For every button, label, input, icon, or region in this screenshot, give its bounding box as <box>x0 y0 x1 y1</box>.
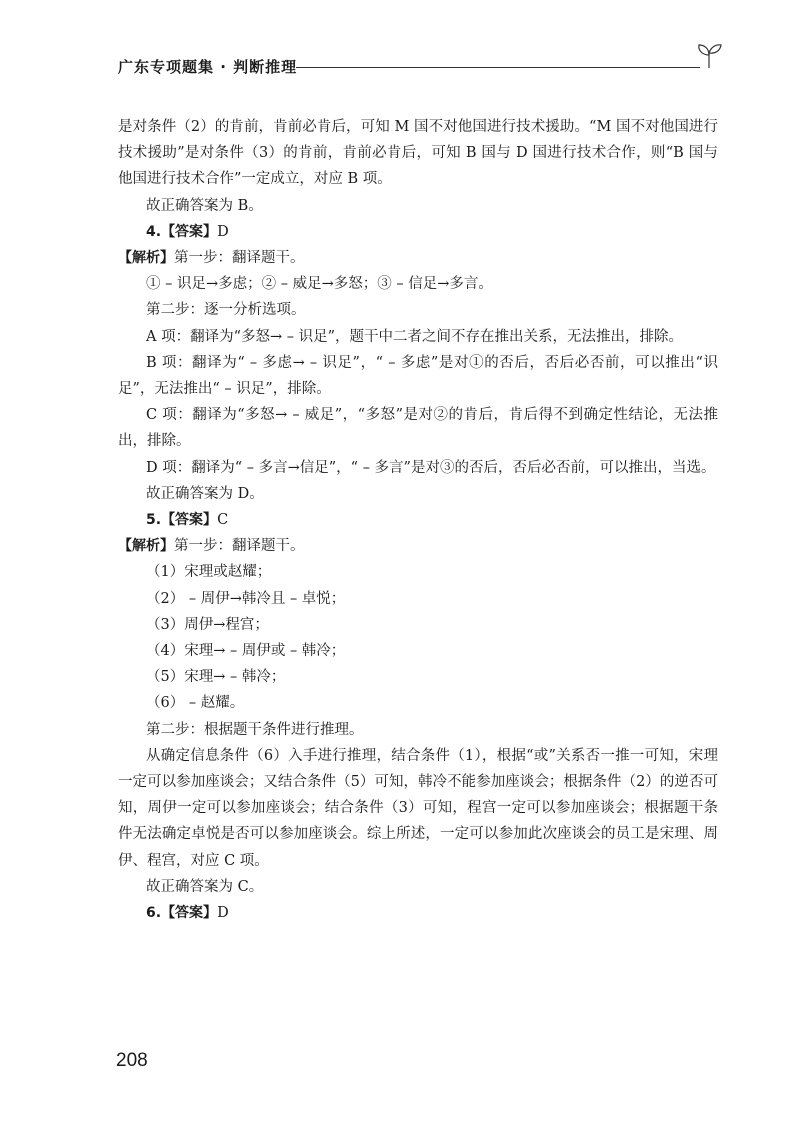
question-number: 5. <box>146 512 162 529</box>
condition-line: （6） – 赵耀。 <box>146 695 245 712</box>
step-text: 第一步：翻译题干。 <box>174 250 305 267</box>
question-number: 6. <box>146 905 162 922</box>
sprout-icon <box>694 40 724 70</box>
running-header <box>118 56 718 80</box>
reasoning-paragraph: 从确定信息条件（6）入手进行推理，结合条件（1），根据“或”关系否一推一可知，宋理一定可以参加座谈会；又结合条件（5）可知，韩冷不能参加座谈会；根据条件（2）的逆否可知，周伊一定可以参加座谈会；结合条件（3）可知，程宫一定可以参加座谈会；根据题干条件无法确定卓悦是否可以参加座谈会。综上所述，一定可以参加此次座谈会的员工是宋理、周伊、程宫，对应 C 项。 <box>118 747 718 869</box>
step-text: 第一步：翻译题干。 <box>174 538 305 555</box>
option-d-analysis: D 项：翻译为“ – 多言→信足”，“ – 多言”是对③的否后，否后必否前，可以推出，当选。 <box>146 459 716 476</box>
answer-value: C <box>217 512 229 529</box>
question-6-answer <box>118 900 718 926</box>
condition-line: （5）宋理→ – 韩冷； <box>146 669 286 686</box>
header-title: 广东专项题集 · 判断推理 <box>118 58 298 76</box>
step-heading: 第二步：逐一分析选项。 <box>146 302 306 319</box>
option-a-analysis: A 项：翻译为“多怒→ – 识足”，题干中二者之间不存在推出关系，无法推出，排除。 <box>146 328 684 345</box>
question-4-answer <box>118 219 718 245</box>
analysis-label: 【解析】 <box>118 250 174 267</box>
question-4-analysis <box>118 245 718 271</box>
answer-label: 【答案】 <box>161 905 218 922</box>
answer-value: D <box>217 223 229 240</box>
answer-conclusion: 故正确答案为 D。 <box>146 485 264 502</box>
option-b-analysis: B 项：翻译为“ – 多虑→ – 识足”，“ – 多虑”是对①的否后，否后必否前，可以推出“识足”，无法推出“ – 识足”，排除。 <box>118 354 718 398</box>
paragraph: 是对条件（2）的肯前，肯前必肯后，可知 M 国不对他国进行技术援助。“M 国不对他国进行技术援助”是对条件（3）的肯前，肯前必肯后，可知 B 国与 D 国进行技术合作，则“B 国与他国进行技术合作”一定成立，对应 B 项。 <box>118 119 718 188</box>
option-c-analysis: C 项：翻译为“多怒→ – 威足”，“多怒”是对②的肯后，肯后得不到确定性结论，无法推出，排除。 <box>118 407 718 450</box>
answer-conclusion: 故正确答案为 B。 <box>146 197 263 214</box>
step-heading: 第二步：根据题干条件进行推理。 <box>146 721 364 738</box>
answer-label: 【答案】 <box>161 223 218 240</box>
condition-line: （4）宋理→ – 周伊或 – 韩冷； <box>146 643 346 660</box>
condition-line: （3）周伊→程宫； <box>146 616 269 633</box>
translation-line: ① – 识足→多虑；② – 威足→多怒；③ – 信足→多言。 <box>146 276 493 293</box>
condition-line: （2） – 周伊→韩冷且 – 卓悦； <box>146 590 346 607</box>
page-number: 208 <box>116 1050 148 1071</box>
condition-line: （1）宋理或赵耀； <box>146 564 272 581</box>
answer-conclusion: 故正确答案为 C。 <box>146 878 264 895</box>
question-number: 4. <box>146 223 162 240</box>
answer-label: 【答案】 <box>161 512 218 529</box>
question-5-answer <box>118 507 718 533</box>
answer-value: D <box>217 905 229 922</box>
page-content <box>118 114 718 926</box>
analysis-label: 【解析】 <box>118 538 174 555</box>
question-5-analysis <box>118 533 718 559</box>
header-rule <box>296 67 700 68</box>
